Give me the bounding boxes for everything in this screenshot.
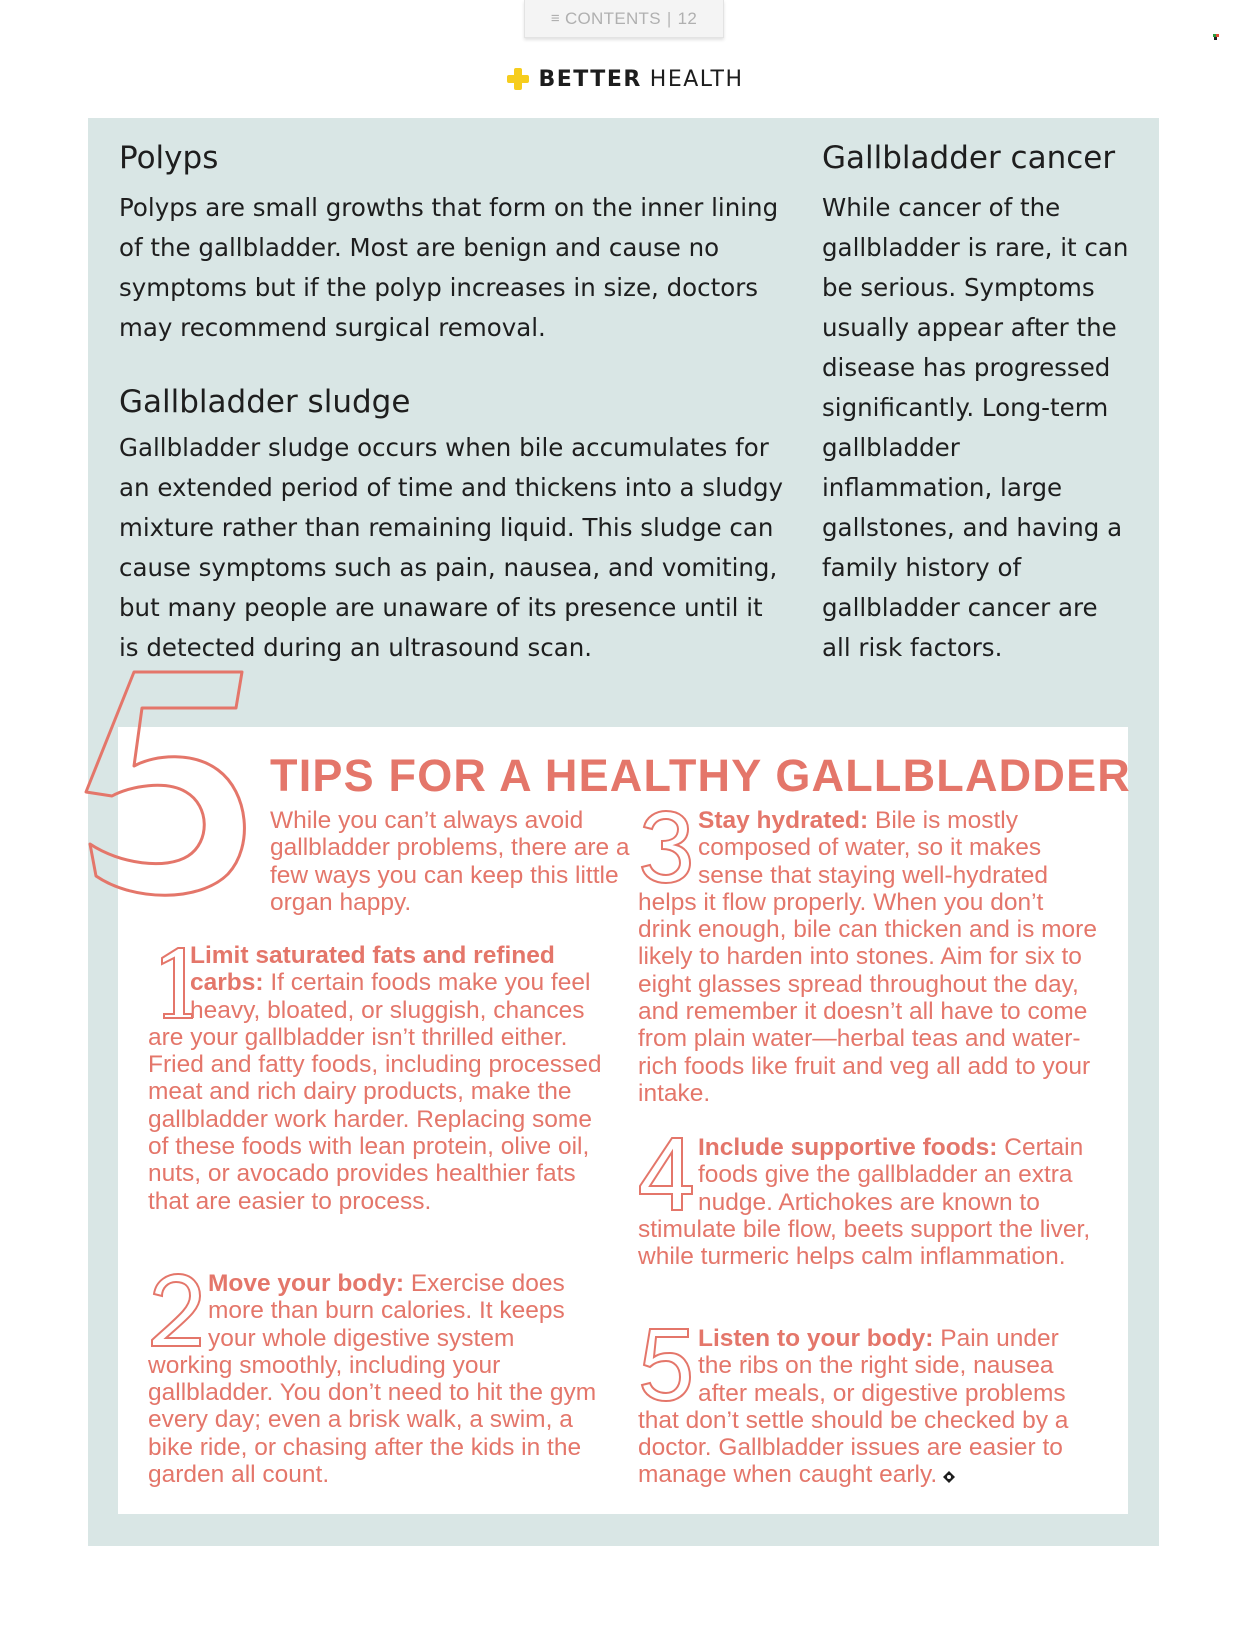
tips-title: TIPS FOR A HEALTHY GALLBLADDER bbox=[270, 750, 1131, 801]
tip-item-4 bbox=[638, 1134, 1098, 1270]
polyps-text: Polyps are small growths that form on the inner lining of the gallbladder. Most are benign and cause no symptoms but if the polyp increases in size, doctors may recommend surgical removal. bbox=[119, 193, 779, 342]
tip-number-3 bbox=[638, 809, 694, 885]
big-number-five bbox=[82, 668, 252, 898]
plus-icon bbox=[507, 68, 529, 90]
tip-number-4 bbox=[638, 1136, 694, 1212]
sludge-heading: Gallbladder sludge bbox=[119, 384, 411, 420]
tip-lead-1: Limit saturated fats and refined carbs: bbox=[190, 942, 555, 997]
polyps-heading: Polyps bbox=[119, 140, 219, 176]
sludge-text: Gallbladder sludge occurs when bile accumulates for an extended period of time and thickens into a sludgy mixture rather than remaining liquid. This sludge can cause symptoms such as pain, nausea, and vomiting, but many people are unaware of its presence until it is detected during an ultrasound scan. bbox=[119, 433, 784, 662]
tip-body-5: Pain under the ribs on the right side, nausea after meals, or digestive problems that don’t settle should be checked by a doctor. Gallbladder issues are easier to manage when caught early. bbox=[638, 1325, 1069, 1489]
tip-body-2: Exercise does more than burn calories. It keeps your whole digestive system working smoothly, including your gallbladder. You don’t need to hit the gym every day; even a brisk walk, a swim, a bike ride, or chasing after the kids in the garden all count. bbox=[148, 1270, 597, 1489]
tips-intro: While you can’t always avoid gallbladder problems, there are a few ways you can keep this little organ happy. bbox=[270, 807, 630, 916]
tip-number-2 bbox=[148, 1272, 204, 1348]
section-label: HEALTH bbox=[649, 66, 744, 92]
tip-lead-3: Stay hydrated: bbox=[698, 807, 869, 834]
tip-lead-5: Listen to your body: bbox=[698, 1325, 934, 1352]
end-of-article-icon bbox=[943, 1471, 955, 1483]
divider: | bbox=[666, 8, 672, 28]
tip-lead-4: Include supportive foods: bbox=[698, 1134, 998, 1161]
hamburger-icon: ≡ bbox=[550, 10, 560, 27]
tip-item-3 bbox=[638, 807, 1098, 1107]
tip-body-3: Bile is mostly composed of water, so it makes sense that staying well-hydrated helps it flow properly. When you don’t drink enough, bile can thicken and is more likely to harden into stones. Aim for six to eight glasses spread throughout the day, and remember it doesn’t all have to come from plain water—herbal teas and water-rich foods like fruit and veg all add to your intake. bbox=[638, 807, 1097, 1107]
tip-number-1 bbox=[148, 944, 188, 1020]
section-header bbox=[0, 64, 1250, 94]
cancer-text: While cancer of the gallbladder is rare, it can be serious. Symptoms usually appear after the disease has progressed significantly. Long-term gallbladder inflammation, large gallstones, and having a family history of gallbladder cancer are all risk factors. bbox=[822, 193, 1129, 662]
tip-body-4: Certain foods give the gallbladder an extra nudge. Artichokes are known to stimulate bile flow, beets support the liver, while turmeric helps calm inflammation. bbox=[638, 1134, 1091, 1271]
color-marks-icon bbox=[1213, 34, 1221, 40]
tip-lead-2: Move your body: bbox=[208, 1270, 405, 1297]
tip-number-5 bbox=[638, 1327, 694, 1403]
tip-item-1 bbox=[148, 942, 613, 1215]
cancer-heading: Gallbladder cancer bbox=[822, 140, 1116, 176]
page-number: 12 bbox=[677, 8, 698, 28]
contents-button[interactable] bbox=[524, 0, 724, 38]
section-label-bold: BETTER bbox=[538, 66, 642, 92]
tip-item-5 bbox=[638, 1325, 1098, 1489]
tip-item-2 bbox=[148, 1270, 598, 1488]
tip-body-1: If certain foods make you feel heavy, bloated, or sluggish, chances are your gallbladder isn’t thrilled either. Fried and fatty foods, including processed meat and rich dairy products, make the gallbladder work harder. Replacing some of these foods with lean protein, olive oil, nuts, or avocado provides healthier fats that are easier to process. bbox=[148, 969, 602, 1215]
contents-label: CONTENTS bbox=[564, 8, 661, 28]
